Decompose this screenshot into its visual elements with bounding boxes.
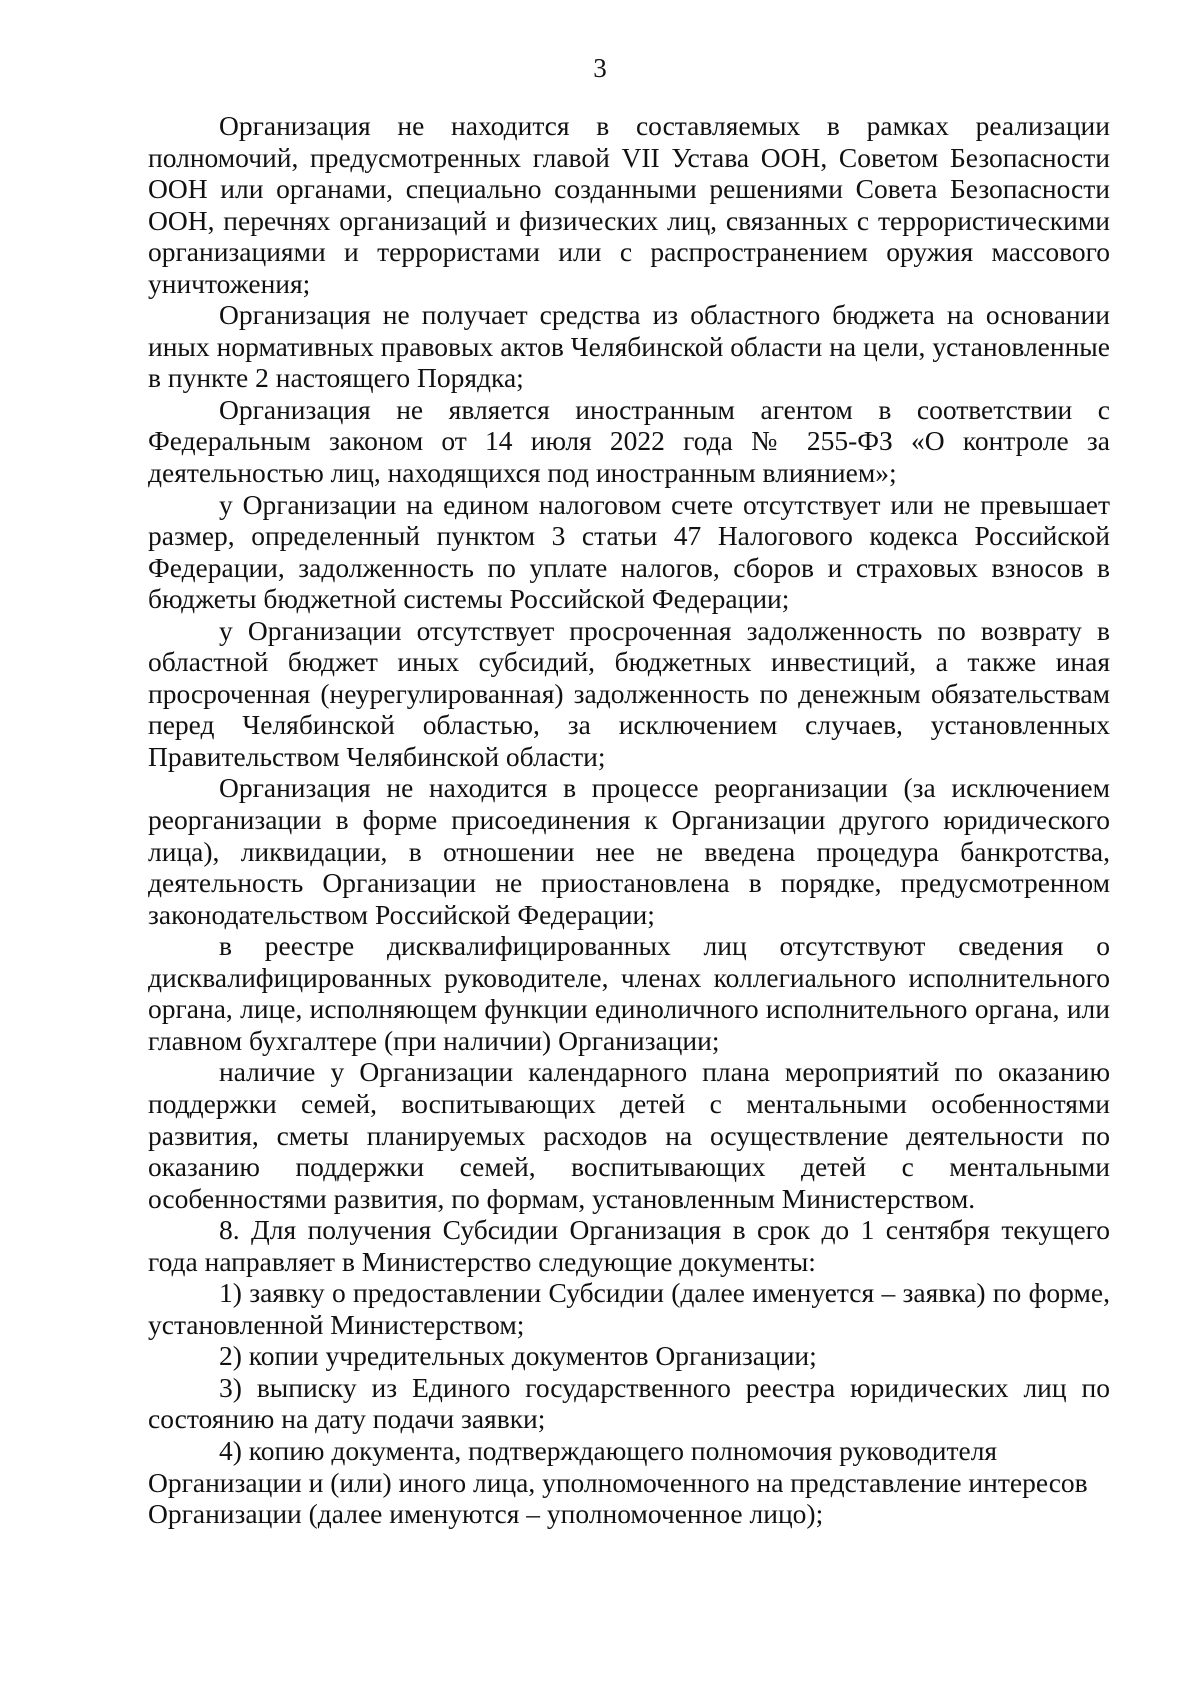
page-number: 3 — [593, 53, 607, 83]
list-item-1-application: 1) заявку о предоставлении Субсидии (далее именуется – заявка) по форме, установленной Министерством; — [148, 1277, 1110, 1340]
paragraph-section-8: 8. Для получения Субсидии Организация в срок до 1 сентября текущего года направляет в Министерство следующие документы: — [148, 1214, 1110, 1277]
document-body — [148, 110, 1110, 1530]
paragraph-reorganization: Организация не находится в процессе реорганизации (за исключением реорганизации в форме присоединения к Организации другого юридического лица), ликвидации, в отношении нее не введена процедура банкротства, деятельность Организации не приостановлена в порядке, предусмотренном законодательством Российской Федерации; — [148, 772, 1110, 930]
paragraph-not-foreign-agent: Организация не является иностранным агентом в соответствии с Федеральным законом от 14 июля 2022 года № 255-ФЗ «О контроле за деятельностью лиц, находящихся под иностранным влиянием»; — [148, 393, 1110, 489]
paragraph-disqualified-persons: в реестре дисквалифицированных лиц отсутствуют сведения о дисквалифицированных руководителе, членах коллегиального исполнительного органа, лице, исполняющем функции единоличного исполнительного органа, или главном бухгалтере (при наличии) Организации; — [148, 930, 1110, 1056]
paragraph-calendar-plan: наличие у Организации календарного плана мероприятий по оказанию поддержки семей, воспитывающих детей с ментальными особенностями развития, сметы планируемых расходов на осуществление деятельности по оказанию поддержки семей, воспитывающих детей с ментальными особенностями развития, по формам, установленным Министерством. — [148, 1056, 1110, 1214]
list-item-2-founding-docs: 2) копии учредительных документов Организации; — [219, 1340, 817, 1372]
list-item-3-registry-extract: 3) выписку из Единого государственного реестра юридических лиц по состоянию на дату подачи заявки; — [148, 1371, 1110, 1435]
paragraph-tax-debt: у Организации на едином налоговом счете отсутствует или не превышает размер, определенный пунктом 3 статьи 47 Налогового кодекса Российской Федерации, задолженность по уплате налогов, сборов и страховых взносов в бюджеты бюджетной системы Российской Федерации; — [148, 488, 1110, 615]
list-item-4-authority-doc: 4) копию документа, подтверждающего полномочия руководителя Организации и (или) иного лица, уполномоченного на представление интересов Организации (далее именуются – уполномоченное лицо); — [148, 1434, 1088, 1530]
paragraph-overdue-debt: у Организации отсутствует просроченная задолженность по возврату в областной бюджет иных субсидий, бюджетных инвестиций, а также иная просроченная (неурегулированная) задолженность по денежным обязательствам перед Челябинской областью, за исключением случаев, установленных Правительством Челябинской области; — [148, 614, 1110, 772]
paragraph-no-other-budget-funds: Организация не получает средства из областного бюджета на основании иных нормативных правовых актов Челябинской области на цели, установленные в пункте 2 настоящего Порядка; — [148, 299, 1110, 394]
paragraph-un-sanctions: Организация не находится в составляемых в рамках реализации полномочий, предусмотренных главой VII Устава ООН, Советом Безопасности ООН или органами, специально созданными решениями Совета Безопасности ООН, перечнях организаций и физических лиц, связанных с террористическими организациями и террористами или с распространением оружия массового уничтожения; — [148, 110, 1110, 299]
